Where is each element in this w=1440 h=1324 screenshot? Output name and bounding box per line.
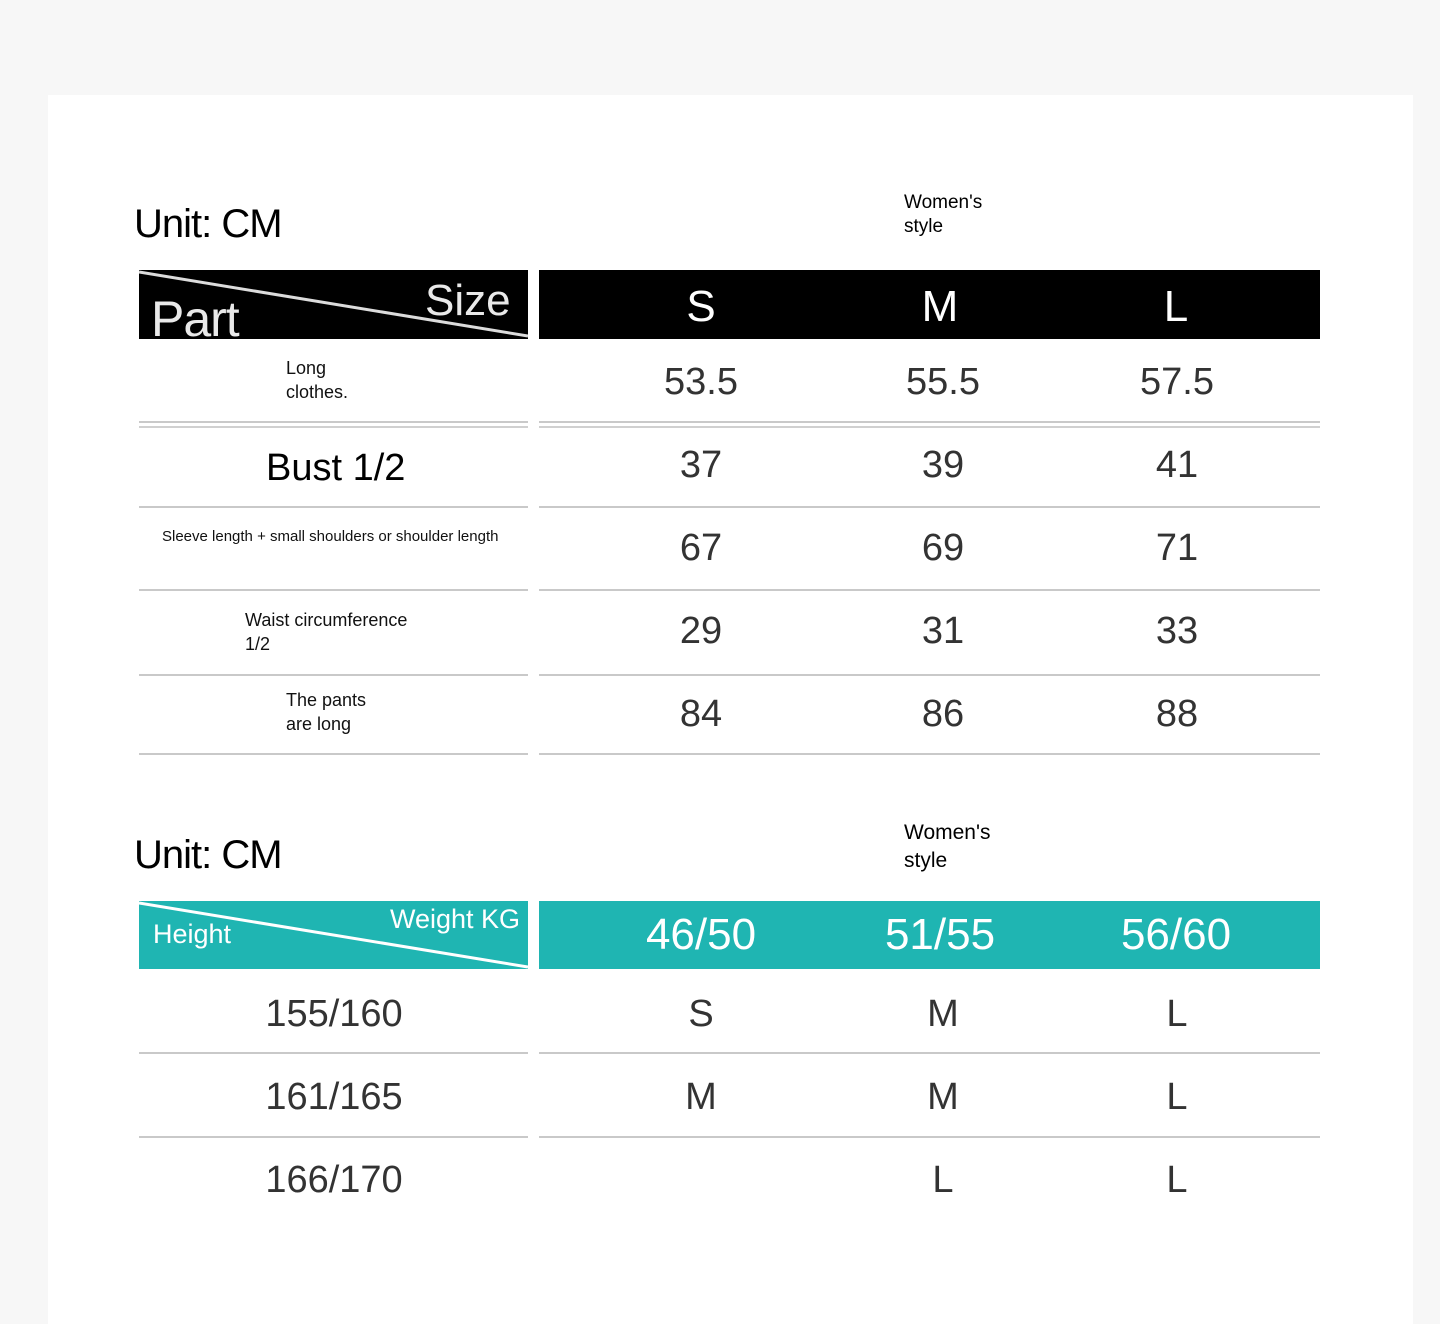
table2-cell: L — [932, 1159, 954, 1201]
row-divider — [139, 589, 528, 591]
table1-col-l: L — [1163, 282, 1189, 331]
table1-cell: 67 — [679, 527, 723, 569]
table1-cell: 33 — [1155, 610, 1199, 652]
table2-cell: S — [688, 993, 714, 1035]
table1-cell: 88 — [1155, 693, 1199, 735]
table2-row-axis-label: Height — [153, 919, 232, 949]
table2-cell: L — [1166, 993, 1188, 1035]
row-divider — [539, 589, 1320, 591]
table1-cell: 55.5 — [906, 361, 980, 403]
table2-cell: M — [927, 993, 959, 1035]
table1-cell: 41 — [1155, 444, 1199, 486]
row-divider — [139, 506, 528, 508]
table1-row-label: The pants are long — [286, 690, 367, 734]
table1-cell: 39 — [921, 444, 965, 486]
table1-cell: 53.5 — [664, 361, 738, 403]
row-divider — [139, 753, 528, 755]
table1-cell: 71 — [1155, 527, 1199, 569]
table1-unit-title: Unit: CM — [134, 202, 282, 246]
table2-row-label: 161/165 — [265, 1076, 403, 1118]
table2-col-axis-label: Weight KG — [390, 904, 521, 934]
row-divider — [539, 1136, 1320, 1138]
table2-cell: M — [927, 1076, 959, 1118]
table1-col-axis-label: Size — [425, 276, 511, 325]
table1-col-m: M — [921, 282, 959, 331]
table1-style-label: Women's style — [904, 192, 983, 237]
table1-col-s: S — [686, 282, 716, 331]
table2-col-56-60: 56/60 — [1120, 910, 1232, 959]
row-divider — [539, 753, 1320, 755]
table2-weight-header — [539, 901, 1320, 969]
row-divider — [139, 1136, 528, 1138]
table1-cell: 29 — [679, 610, 723, 652]
row-divider — [539, 1052, 1320, 1054]
table1-row-label: Long clothes. — [286, 358, 349, 402]
row-divider — [539, 506, 1320, 508]
table2-cell: L — [1166, 1159, 1188, 1201]
table1-size-header — [539, 270, 1320, 339]
row-divider — [539, 421, 1320, 423]
table2-style-label: Women's style — [904, 821, 991, 872]
table2-col-46-50: 46/50 — [645, 910, 757, 959]
table1-row-axis-label: Part — [151, 291, 239, 339]
table1-cell: 37 — [679, 444, 723, 486]
table2-cell: L — [1166, 1076, 1188, 1118]
table2-row-label: 166/170 — [265, 1159, 403, 1201]
row-divider — [539, 674, 1320, 676]
row-divider — [139, 1052, 528, 1054]
table1-cell: 31 — [921, 610, 965, 652]
table1-corner-header — [139, 270, 528, 339]
table2-corner-header — [139, 901, 528, 969]
table1-row-label: Bust 1/2 — [266, 447, 406, 489]
table1-cell: 84 — [679, 693, 723, 735]
table2-row-label: 155/160 — [265, 993, 403, 1035]
table1-cell: 69 — [921, 527, 965, 569]
table2-unit-title: Unit: CM — [134, 833, 282, 877]
row-divider — [139, 674, 528, 676]
table2-col-51-55: 51/55 — [884, 910, 996, 959]
table1-row-label: Sleeve length + small shoulders or shoulder length — [162, 528, 499, 545]
table1-cell: 86 — [921, 693, 965, 735]
table1-row-label: Waist circumference 1/2 — [245, 610, 408, 654]
table1-cell: 57.5 — [1140, 361, 1214, 403]
row-divider — [139, 421, 528, 423]
table2-cell: M — [685, 1076, 717, 1118]
